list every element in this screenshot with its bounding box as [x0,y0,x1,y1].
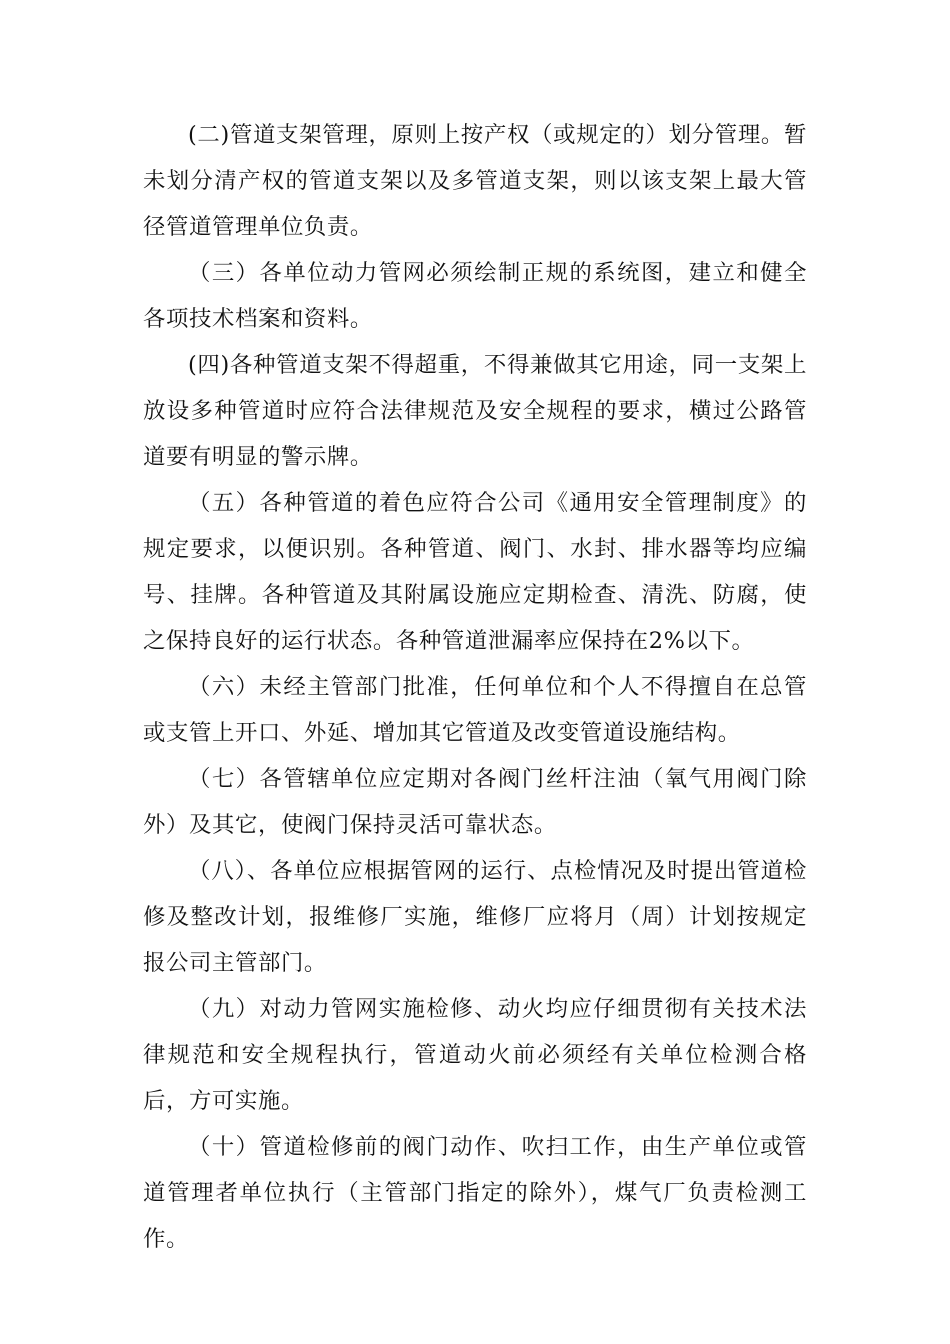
paragraph-5: （五）各种管道的着色应符合公司《通用安全管理制度》的规定要求，以便识别。各种管道、阀门、水封、排水器等均应编号、挂牌。各种管道及其附属设施应定期检查、清洗、防腐，使之保持良好的运行状态。各种管道泄漏率应保持在2%以下。 [143,490,807,654]
paragraph-10: （十）管道检修前的阀门动作、吹扫工作，由生产单位或管道管理者单位执行（主管部门指定的除外），煤气厂负责检测工作。 [143,1134,807,1252]
paragraph-3: （三）各单位动力管网必须绘制正规的系统图，建立和健全各项技术档案和资料。 [143,260,807,332]
paragraph-6: （六）未经主管部门批准，任何单位和个人不得擅自在总管或支管上开口、外延、增加其它管道及改变管道设施结构。 [143,674,807,746]
document-body [143,112,807,1262]
paragraph-7: （七）各管辖单位应定期对各阀门丝杆注油（氧气用阀门除外）及其它，使阀门保持灵活可靠状态。 [143,766,807,838]
paragraph-2: (二)管道支架管理，原则上按产权（或规定的）划分管理。暂未划分清产权的管道支架以及多管道支架，则以该支架上最大管径管道管理单位负责。 [143,122,807,240]
paragraph-4: (四)各种管道支架不得超重，不得兼做其它用途，同一支架上放设多种管道时应符合法律规范及安全规程的要求，横过公路管道要有明显的警示牌。 [143,352,807,470]
paragraph-8: （八）、各单位应根据管网的运行、点检情况及时提出管道检修及整改计划，报维修厂实施，维修厂应将月（周）计划按规定报公司主管部门。 [143,858,807,976]
paragraph-9: （九）对动力管网实施检修、动火均应仔细贯彻有关技术法律规范和安全规程执行，管道动火前必须经有关单位检测合格后，方可实施。 [143,996,807,1114]
